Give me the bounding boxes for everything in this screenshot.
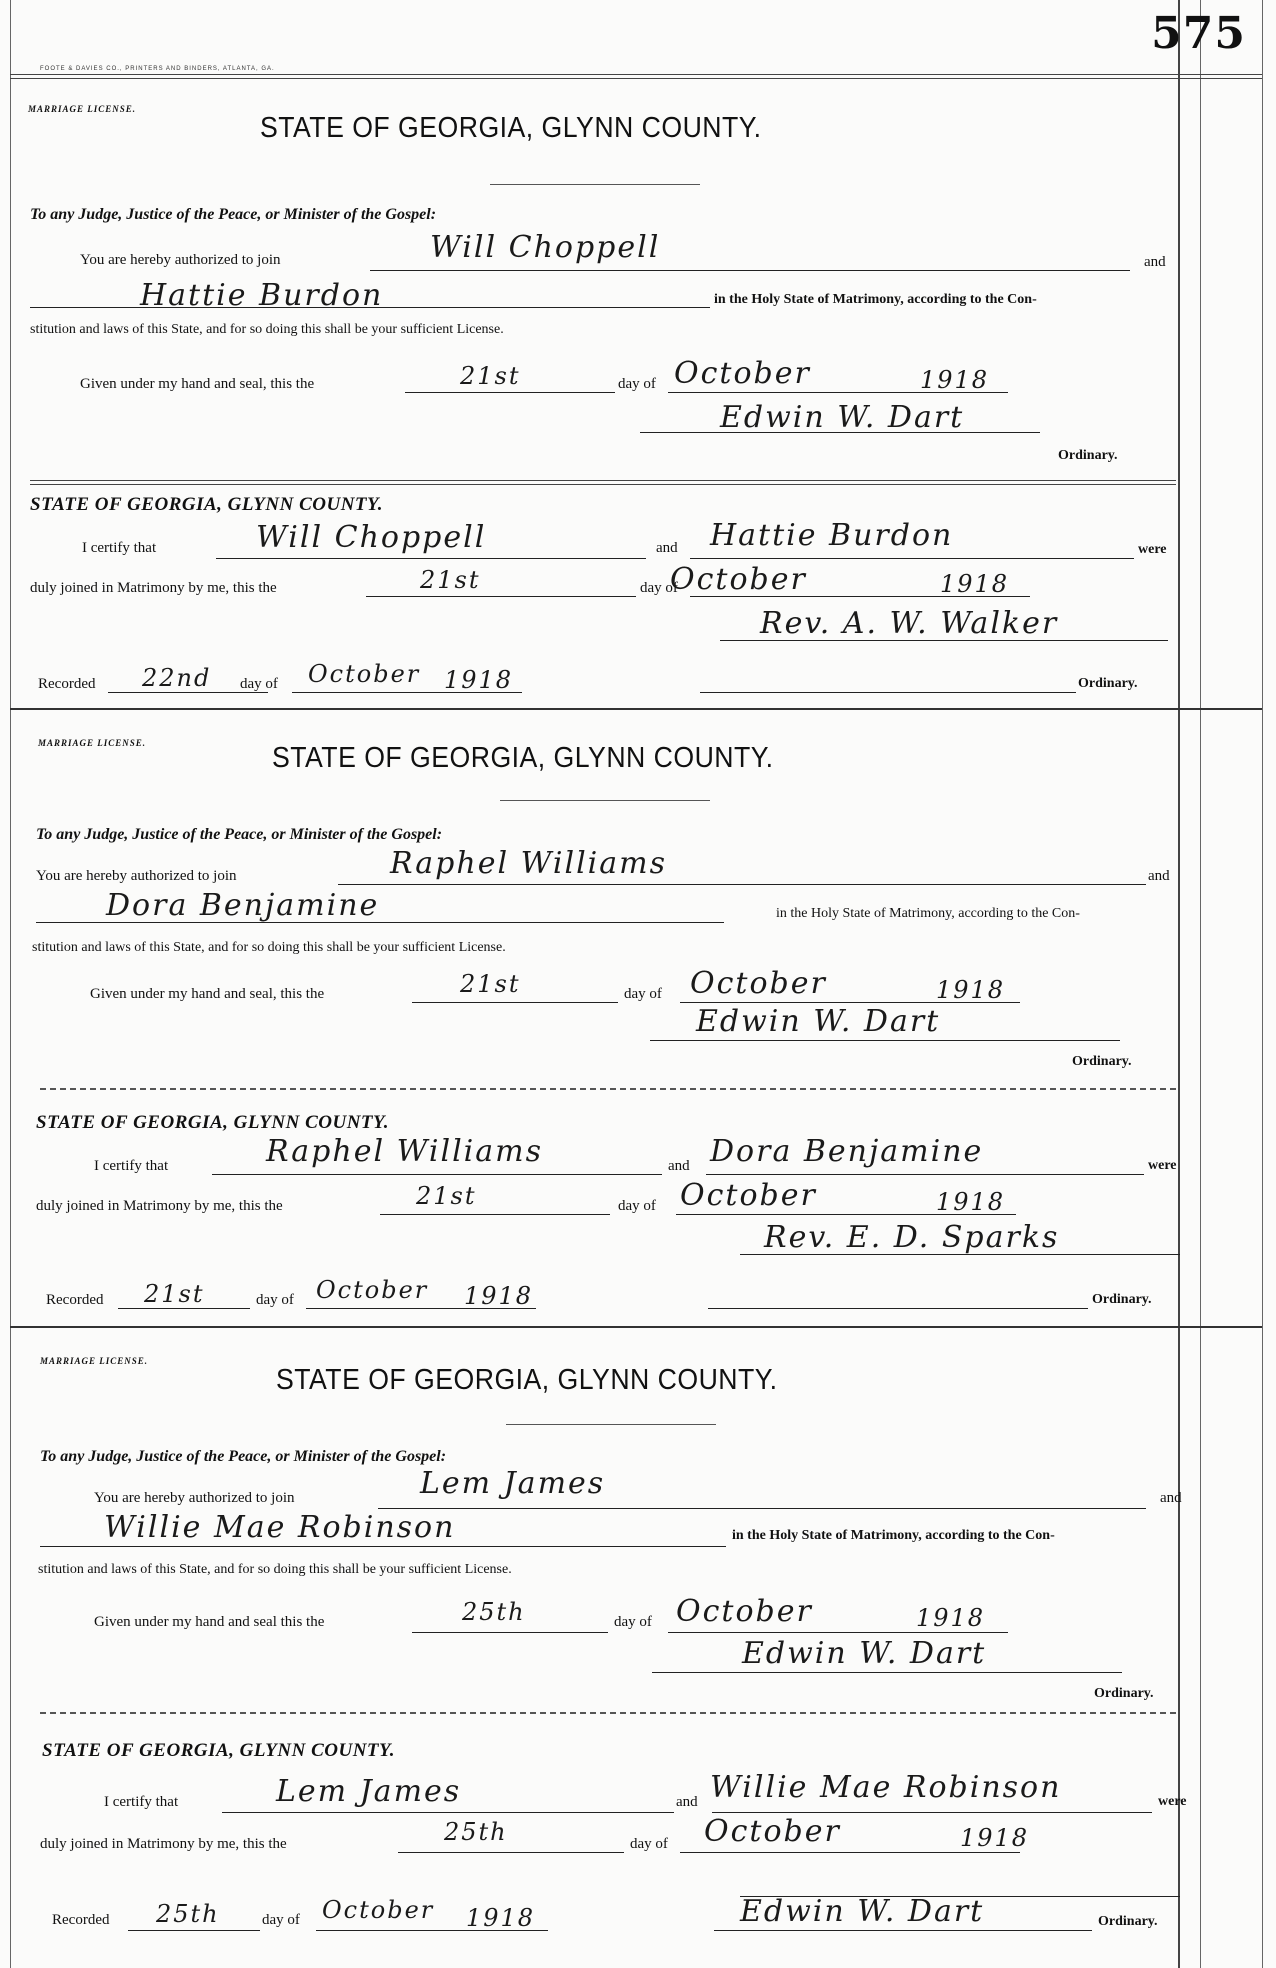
- given-text: Given under my hand and seal, this the: [90, 986, 325, 1002]
- cert-heading: STATE OF GEORGIA, GLYNN COUNTY.: [42, 1740, 395, 1761]
- day-of-text: day of: [614, 1614, 652, 1630]
- right-margin-rule: [1178, 0, 1180, 1968]
- bride-name: Willie Mae Robinson: [104, 1510, 456, 1545]
- cert-day-of-text: day of: [640, 580, 678, 596]
- recorded-text: Recorded: [38, 676, 96, 692]
- groom-fill-line: [370, 270, 1130, 271]
- duly-joined-text: duly joined in Matrimony by me, this the: [36, 1198, 283, 1214]
- cert-groom: Will Choppell: [256, 520, 487, 555]
- license-month-line: [668, 1632, 1008, 1633]
- officiant-signature: Rev. A. W. Walker: [760, 606, 1059, 641]
- page-number: 575: [1151, 8, 1246, 59]
- cert-day: 21st: [416, 1182, 477, 1210]
- license-label: MARRIAGE LICENSE.: [38, 738, 147, 748]
- bride-name: Dora Benjamine: [106, 888, 380, 923]
- cert-groom: Lem James: [276, 1774, 462, 1809]
- day-of-text: day of: [618, 376, 656, 392]
- ordinary-text: Ordinary.: [1094, 1686, 1154, 1701]
- cert-bride-line: [706, 1174, 1144, 1175]
- section-divider: [40, 1712, 1176, 1714]
- recorded-ordinary-text: Ordinary.: [1078, 676, 1138, 691]
- license-day: 21st: [460, 362, 521, 390]
- left-margin-rule: [10, 0, 11, 1968]
- cert-groom: Raphel Williams: [266, 1134, 543, 1169]
- recorded-ordinary-text: Ordinary.: [1098, 1914, 1158, 1929]
- cert-groom-line: [212, 1174, 662, 1175]
- cert-day-of-text: day of: [618, 1198, 656, 1214]
- cert-day-line: [380, 1214, 610, 1215]
- constitution-text: stitution and laws of this State, and for so doing this shall be your sufficient License.: [32, 940, 506, 955]
- recorded-day-line: [118, 1308, 250, 1309]
- and-text: and: [1160, 1490, 1182, 1506]
- certify-text: I certify that: [82, 540, 157, 556]
- cert-bride: Willie Mae Robinson: [710, 1770, 1062, 1805]
- cert-month: October: [680, 1178, 817, 1213]
- cert-month: October: [670, 562, 807, 597]
- ordinary-text: Ordinary.: [1058, 448, 1118, 463]
- section-divider: [40, 1088, 1176, 1090]
- cert-day-line: [398, 1852, 624, 1853]
- cert-year: 1918: [940, 570, 1010, 598]
- record-divider: [10, 1326, 1262, 1328]
- recorded-day-of-text: day of: [262, 1912, 300, 1928]
- cert-heading: STATE OF GEORGIA, GLYNN COUNTY.: [36, 1112, 389, 1133]
- license-day-line: [412, 1002, 618, 1003]
- cert-and-text: and: [668, 1158, 690, 1174]
- given-text: Given under my hand and seal this the: [94, 1614, 325, 1630]
- cert-and-text: and: [656, 540, 678, 556]
- groom-name: Will Choppell: [430, 230, 661, 265]
- cert-heading: STATE OF GEORGIA, GLYNN COUNTY.: [30, 494, 383, 515]
- recorded-month: October: [322, 1896, 435, 1924]
- were-text: were: [1138, 542, 1167, 557]
- printer-imprint: FOOTE & DAVIES CO., PRINTERS AND BINDERS, ATLANTA, GA.: [40, 66, 275, 72]
- recorded-text: Recorded: [46, 1292, 104, 1308]
- cert-year: 1918: [960, 1824, 1030, 1852]
- license-year: 1918: [936, 976, 1006, 1004]
- cert-bride: Hattie Burdon: [710, 518, 954, 553]
- recorded-year: 1918: [444, 666, 514, 694]
- groom-name: Lem James: [420, 1466, 606, 1501]
- authorized-text: You are hereby authorized to join: [36, 868, 237, 884]
- top-rule: [10, 74, 1262, 79]
- were-text: were: [1148, 1158, 1177, 1173]
- bride-fill-line: [40, 1546, 726, 1547]
- license-year: 1918: [920, 366, 990, 394]
- and-text: and: [1144, 254, 1166, 270]
- recorded-day: 22nd: [142, 664, 212, 692]
- groom-fill-line: [338, 884, 1146, 885]
- right-margin-rule-2: [1200, 0, 1201, 1968]
- license-month: October: [676, 1594, 813, 1629]
- ordinary-signature: Edwin W. Dart: [696, 1004, 941, 1039]
- cert-groom-line: [222, 1812, 674, 1813]
- recorded-day: 25th: [156, 1900, 220, 1928]
- cert-year: 1918: [936, 1188, 1006, 1216]
- heading-rule: [490, 184, 700, 185]
- license-label: MARRIAGE LICENSE.: [28, 104, 137, 114]
- holy-state-text: in the Holy State of Matrimony, according to the Con-: [732, 1528, 1055, 1543]
- recorded-month: October: [316, 1276, 429, 1304]
- to-judge-line: To any Judge, Justice of the Peace, or Minister of the Gospel:: [36, 826, 443, 843]
- ordinary-signature: Edwin W. Dart: [720, 400, 965, 435]
- license-day: 21st: [460, 970, 521, 998]
- cert-bride: Dora Benjamine: [710, 1134, 984, 1169]
- recorded-year: 1918: [466, 1904, 536, 1932]
- ordinary-sig-line: [650, 1040, 1120, 1041]
- heading-rule: [500, 800, 710, 801]
- recorded-year: 1918: [464, 1282, 534, 1310]
- certify-text: I certify that: [104, 1794, 179, 1810]
- duly-joined-text: duly joined in Matrimony by me, this the: [40, 1836, 287, 1852]
- certify-text: I certify that: [94, 1158, 169, 1174]
- to-judge-line: To any Judge, Justice of the Peace, or Minister of the Gospel:: [40, 1448, 447, 1465]
- recorded-signature: Edwin W. Dart: [740, 1894, 985, 1929]
- authorized-text: You are hereby authorized to join: [94, 1490, 295, 1506]
- ordinary-text: Ordinary.: [1072, 1054, 1132, 1069]
- license-month: October: [690, 966, 827, 1001]
- cert-bride-line: [712, 1812, 1152, 1813]
- section-divider: [30, 480, 1176, 485]
- license-month: October: [674, 356, 811, 391]
- cert-day-of-text: day of: [630, 1836, 668, 1852]
- bride-name: Hattie Burdon: [140, 278, 384, 313]
- constitution-text: stitution and laws of this State, and for so doing this shall be your sufficient License.: [38, 1562, 512, 1577]
- recorded-sig-line: [714, 1930, 1092, 1931]
- cert-day: 21st: [420, 566, 481, 594]
- recorded-sig-line: [700, 692, 1076, 693]
- holy-state-text: in the Holy State of Matrimony, according to the Con-: [776, 906, 1080, 921]
- holy-state-text: in the Holy State of Matrimony, according to the Con-: [714, 292, 1037, 307]
- cert-month-line: [680, 1852, 1020, 1853]
- license-day-line: [405, 392, 615, 393]
- duly-joined-text: duly joined in Matrimony by me, this the: [30, 580, 277, 596]
- license-day-line: [412, 1632, 608, 1633]
- officiant-signature: Rev. E. D. Sparks: [764, 1220, 1060, 1255]
- license-day: 25th: [462, 1598, 526, 1626]
- license-year: 1918: [916, 1604, 986, 1632]
- were-text: were: [1158, 1794, 1187, 1809]
- heading-rule: [506, 1424, 716, 1425]
- cert-groom-line: [216, 558, 646, 559]
- recorded-text: Recorded: [52, 1912, 110, 1928]
- authorized-text: You are hereby authorized to join: [80, 252, 281, 268]
- recorded-day-of-text: day of: [256, 1292, 294, 1308]
- cert-day: 25th: [444, 1818, 508, 1846]
- recorded-ordinary-text: Ordinary.: [1092, 1292, 1152, 1307]
- license-heading: STATE OF GEORGIA, GLYNN COUNTY.: [272, 742, 774, 774]
- license-heading: STATE OF GEORGIA, GLYNN COUNTY.: [276, 1364, 778, 1396]
- cert-day-line: [366, 596, 636, 597]
- to-judge-line: To any Judge, Justice of the Peace, or Minister of the Gospel:: [30, 206, 437, 223]
- right-edge-rule: [1262, 0, 1263, 1968]
- cert-bride-line: [690, 558, 1134, 559]
- license-heading: STATE OF GEORGIA, GLYNN COUNTY.: [260, 112, 762, 144]
- cert-and-text: and: [676, 1794, 698, 1810]
- license-label: MARRIAGE LICENSE.: [40, 1356, 149, 1366]
- recorded-day-line: [128, 1930, 260, 1931]
- recorded-day-of-text: day of: [240, 676, 278, 692]
- given-text: Given under my hand and seal, this the: [80, 376, 315, 392]
- groom-name: Raphel Williams: [390, 846, 667, 881]
- recorded-day: 21st: [144, 1280, 205, 1308]
- cert-month: October: [704, 1814, 841, 1849]
- and-text: and: [1148, 868, 1170, 884]
- record-divider: [10, 708, 1262, 710]
- constitution-text: stitution and laws of this State, and for so doing this shall be your sufficient License.: [30, 322, 504, 337]
- ordinary-signature: Edwin W. Dart: [742, 1636, 987, 1671]
- recorded-month: October: [308, 660, 421, 688]
- ordinary-sig-line: [652, 1672, 1122, 1673]
- groom-fill-line: [378, 1508, 1146, 1509]
- day-of-text: day of: [624, 986, 662, 1002]
- recorded-sig-line: [708, 1308, 1088, 1309]
